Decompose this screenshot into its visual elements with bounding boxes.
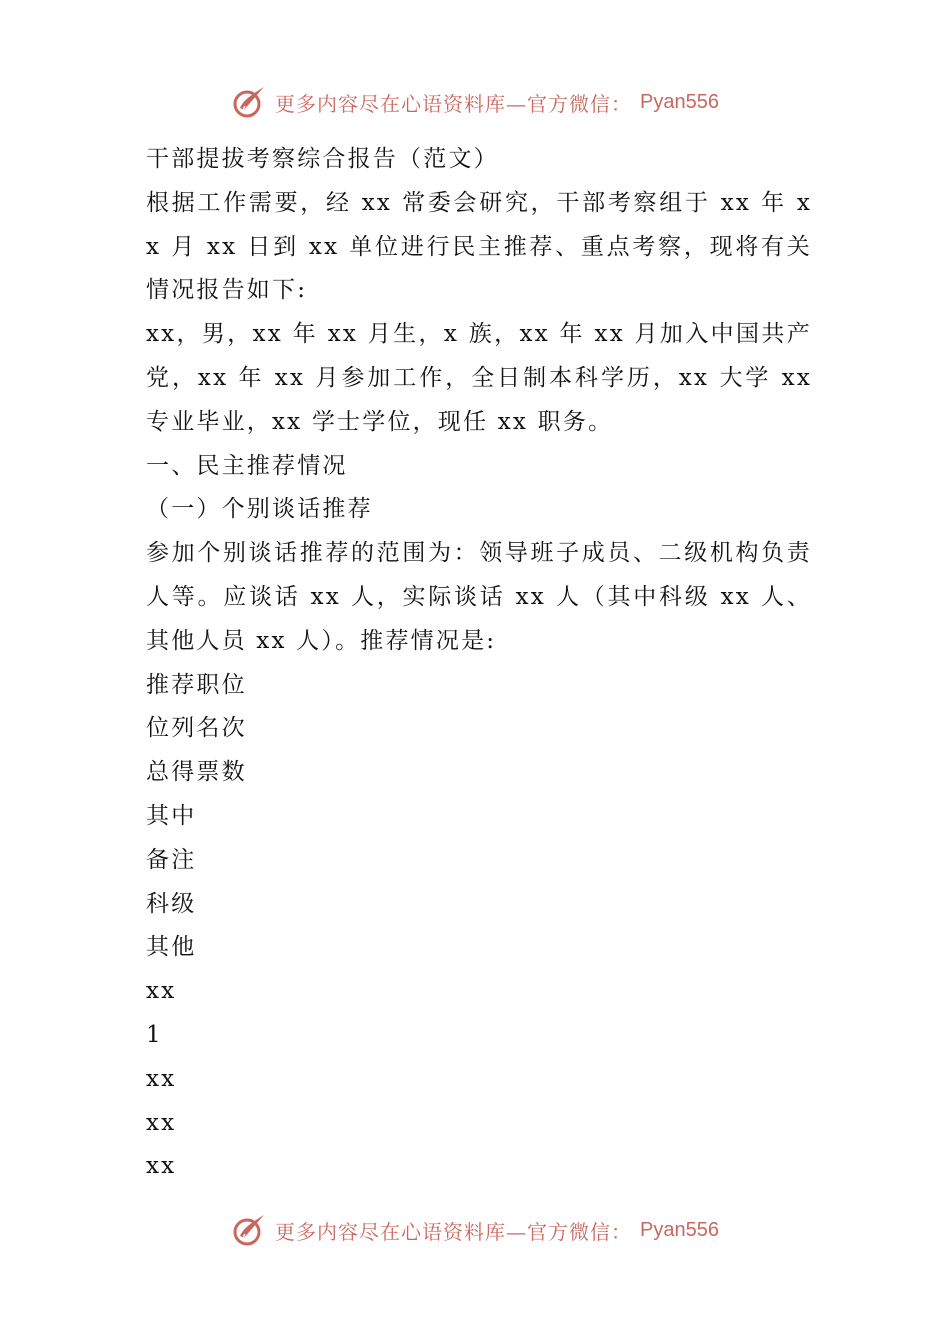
profile-paragraph: xx，男，xx 年 xx 月生，x 族，xx 年 xx 月加入中国共产党，xx 年 xx 月参加工作，全日制本科学历，xx 大学 xx 专业毕业，xx 学士学位，现任 xx 职务。 (146, 321, 812, 435)
table-item: 其中 (146, 802, 197, 829)
watermark-wechat-id: Pyan556 (640, 1218, 719, 1241)
document-body (146, 138, 812, 1189)
watermark-header (0, 82, 950, 122)
table-item: 科级 (146, 890, 197, 917)
table-item: 位列名次 (146, 715, 247, 742)
document-title: 干部提拔考察综合报告（范文） (146, 146, 499, 172)
watermark-text: 更多内容尽在心语资料库—官方微信： (275, 91, 633, 116)
intro-paragraph: 根据工作需要，经 xx 常委会研究，干部考察组于 xx 年 xx 月 xx 日到 xx 单位进行民主推荐、重点考察，现将有关情况报告如下: (146, 189, 812, 304)
range-paragraph: 参加个别谈话推荐的范围为：领导班子成员、二级机构负责人等。应谈话 xx 人，实际谈话 xx 人（其中科级 xx 人、其他人员 xx 人）。推荐情况是: (146, 540, 812, 654)
watermark-wechat-id: Pyan556 (640, 90, 719, 113)
watermark-text: 更多内容尽在心语资料库—官方微信： (275, 1219, 633, 1244)
table-item: xx (146, 1153, 177, 1180)
table-item: 1 (146, 1021, 163, 1048)
table-item: xx (146, 1109, 177, 1136)
table-item: xx (146, 1065, 177, 1092)
watermark-footer (0, 1210, 950, 1250)
table-item: 总得票数 (146, 759, 247, 786)
subsection-heading: （一）个别谈话推荐 (146, 496, 373, 523)
quill-seal-icon (231, 84, 267, 120)
table-item: 备注 (146, 846, 197, 873)
section-heading: 一、民主推荐情况 (146, 452, 348, 479)
quill-seal-icon (231, 1212, 267, 1248)
table-item: 其他 (146, 934, 197, 961)
table-item: xx (146, 978, 177, 1005)
table-item: 推荐职位 (146, 671, 247, 698)
